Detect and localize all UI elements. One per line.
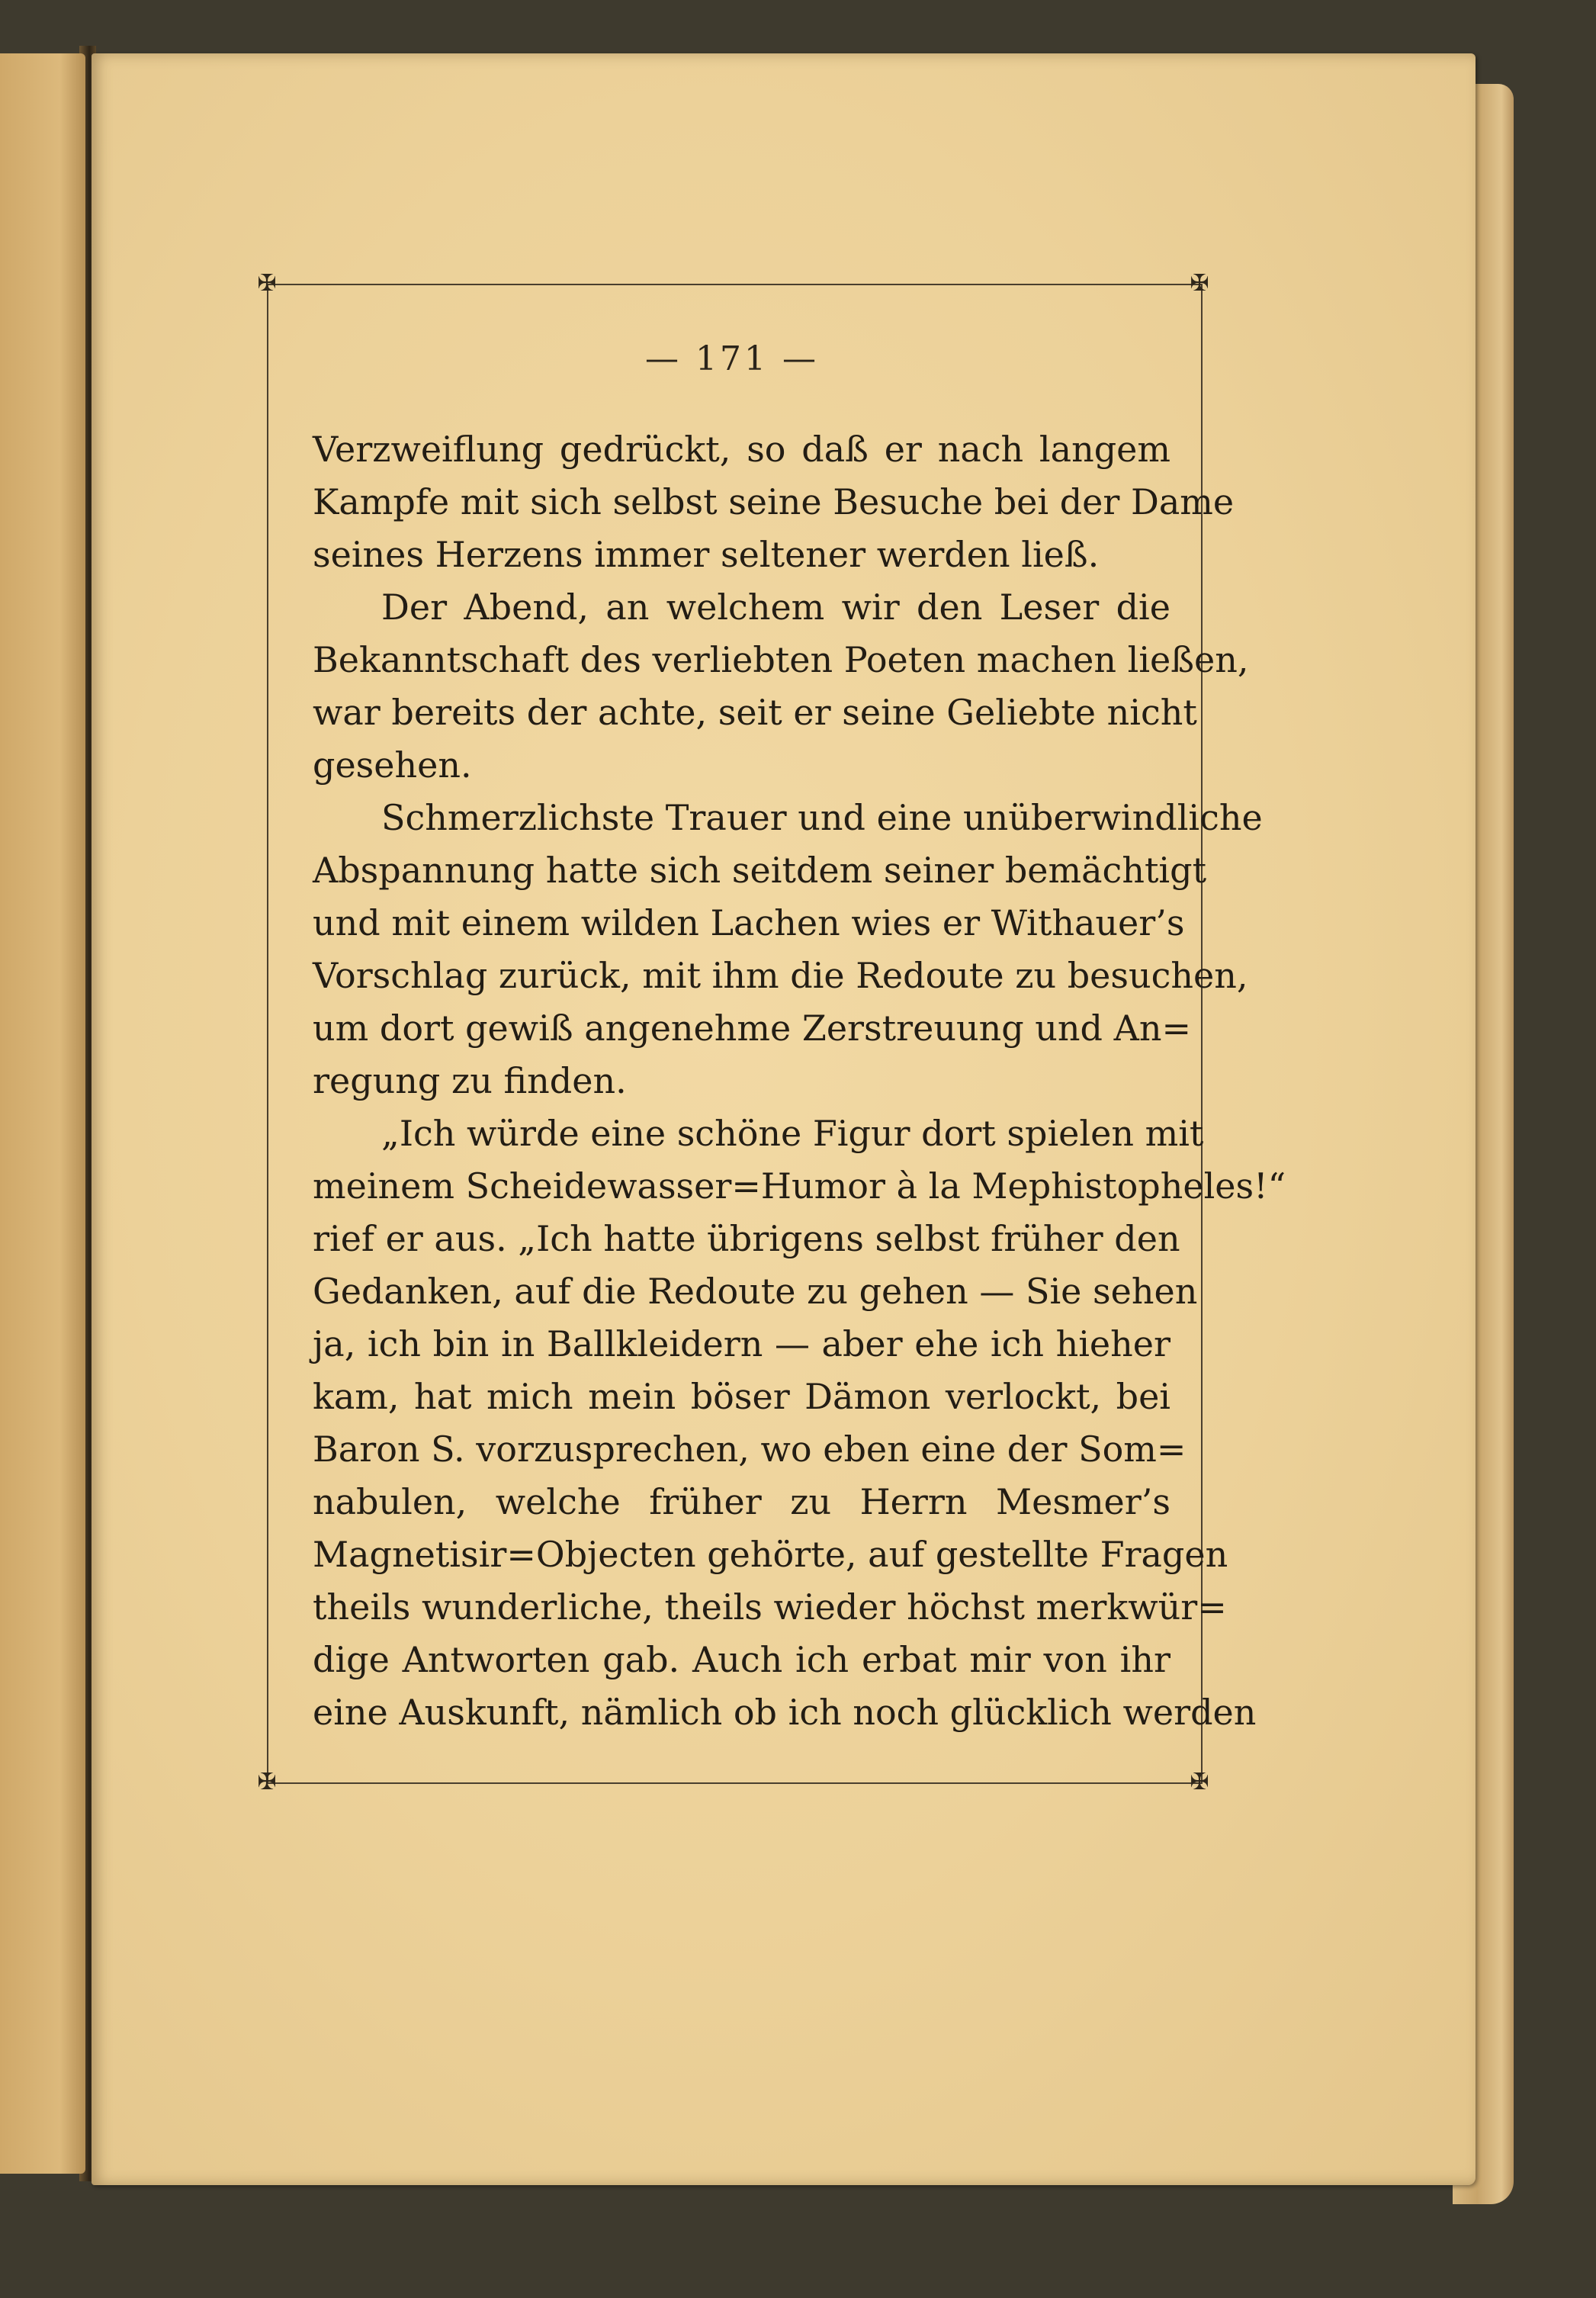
text-line: um dort gewiß angenehme Zerstreuung und An= xyxy=(313,1008,1191,1049)
text-line: „Ich würde eine schöne Figur dort spielen mit xyxy=(381,1113,1204,1154)
corner-ornament-icon: ✠ xyxy=(257,1769,277,1795)
text-line: Baron S. vorzusprechen, wo eben eine der Som= xyxy=(313,1429,1187,1470)
corner-ornament-icon: ✠ xyxy=(1190,270,1209,297)
text-line: Schmerzlichste Trauer und eine unüberwindliche xyxy=(381,797,1263,838)
text-line: rief er aus. „Ich hatte übrigens selbst früher den xyxy=(313,1218,1180,1259)
body-text xyxy=(313,423,1286,1739)
text-line: Magnetisir=Objecten gehörte, auf gestellte Fragen xyxy=(313,1534,1228,1575)
text-line: kam, hat mich mein böser Dämon verlockt, bei xyxy=(313,1376,1171,1417)
text-line: und mit einem wilden Lachen wies er Withauer’s xyxy=(313,902,1185,943)
corner-ornament-icon: ✠ xyxy=(1190,1769,1209,1795)
left-page-edge xyxy=(0,53,85,2174)
text-line: gesehen. xyxy=(313,744,472,786)
text-line: dige Antworten gab. Auch ich erbat mir von ihr xyxy=(313,1639,1171,1680)
text-line: meinem Scheidewasser=Humor à la Mephistopheles!“ xyxy=(313,1165,1286,1207)
text-line: Der Abend, an welchem wir den Leser die xyxy=(381,587,1171,628)
text-line: regung zu finden. xyxy=(313,1060,627,1101)
text-line: nabulen, welche früher zu Herrn Mesmer’s xyxy=(313,1481,1171,1522)
corner-ornament-icon: ✠ xyxy=(257,270,277,297)
text-line: eine Auskunft, nämlich ob ich noch glücklich werden xyxy=(313,1692,1257,1733)
text-line: ja, ich bin in Ballkleidern — aber ehe ich hieher xyxy=(313,1323,1171,1364)
text-line: Gedanken, auf die Redoute zu gehen — Sie sehen xyxy=(313,1271,1198,1312)
text-line: war bereits der achte, seit er seine Geliebte nicht xyxy=(313,692,1197,733)
text-line: Abspannung hatte sich seitdem seiner bemächtigt xyxy=(313,850,1207,891)
text-line: seines Herzens immer seltener werden ließ. xyxy=(313,534,1100,575)
page-number: — 171 — xyxy=(645,339,819,378)
text-line: Vorschlag zurück, mit ihm die Redoute zu besuchen, xyxy=(313,955,1248,996)
text-line: Bekanntschaft des verliebten Poeten machen ließen, xyxy=(313,639,1249,680)
text-line: Kampfe mit sich selbst seine Besuche bei der Dame xyxy=(313,481,1235,522)
text-line: Verzweiflung gedrückt, so daß er nach langem xyxy=(313,429,1171,470)
text-line: theils wunderliche, theils wieder höchst merkwür= xyxy=(313,1586,1227,1628)
